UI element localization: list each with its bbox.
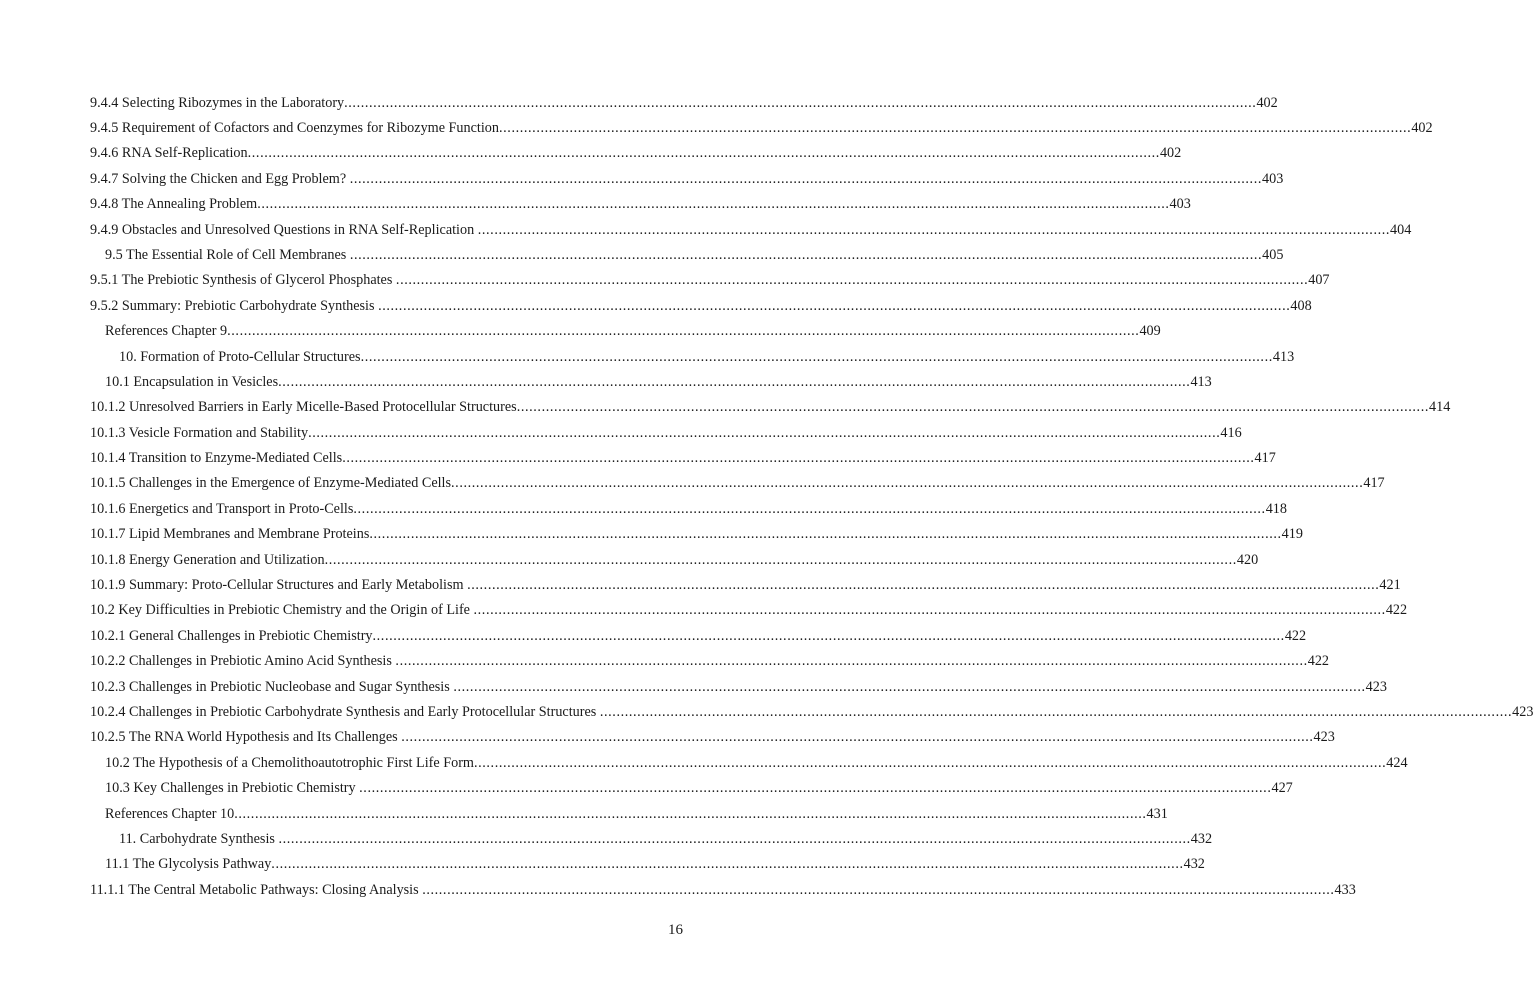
dot-leader: ............................................................................................................................................................................................................................ — [473, 602, 1386, 619]
toc-entry-title: 10.2.1 General Challenges in Prebiotic Chemistry — [90, 627, 373, 644]
dot-leader: ............................................................................................................................................................................................................................ — [422, 881, 1335, 898]
toc-entry-title: References Chapter 9 — [105, 323, 228, 340]
toc-entry[interactable] — [90, 344, 1295, 369]
toc-entry-page: 417 — [1254, 450, 1276, 467]
toc-entry[interactable] — [90, 598, 1408, 623]
dot-leader: ............................................................................................................................................................................................................................ — [308, 424, 1221, 441]
dot-leader: ............................................................................................................................................................................................................................ — [378, 297, 1291, 314]
dot-leader: ............................................................................................................................................................................................................................ — [344, 94, 1257, 111]
dot-leader: ............................................................................................................................................................................................................................ — [477, 221, 1391, 238]
dot-leader: ............................................................................................................................................................................................................................ — [599, 703, 1513, 720]
dot-leader: ............................................................................................................................................................................................................................ — [395, 272, 1309, 289]
toc-entry-page: 432 — [1190, 830, 1213, 847]
toc-entry-page: 423 — [1365, 678, 1387, 695]
toc-entry[interactable] — [90, 420, 1242, 445]
toc-entry[interactable] — [90, 877, 1356, 902]
toc-entry-title: 11. Carbohydrate Synthesis — [119, 830, 279, 847]
dot-leader: ............................................................................................................................................................................................................................ — [499, 119, 1412, 136]
page-number: 16 — [668, 922, 683, 938]
toc-entry-title: 10.1.7 Lipid Membranes and Membrane Proteins — [90, 526, 370, 543]
dot-leader: ............................................................................................................................................................................................................................ — [369, 526, 1282, 543]
toc-entry-title: 10. Formation of Proto-Cellular Structures — [119, 348, 361, 365]
toc-entry-title: 10.1.3 Vesicle Formation and Stability — [90, 424, 309, 441]
toc-entry-title: 10.2.3 Challenges in Prebiotic Nucleobase and Sugar Synthesis — [90, 678, 454, 695]
dot-leader: ............................................................................................................................................................................................................................ — [359, 780, 1272, 797]
toc-entry[interactable] — [90, 90, 1278, 115]
dot-leader: ............................................................................................................................................................................................................................ — [451, 475, 1364, 492]
toc-entry-title: 9.4.5 Requirement of Cofactors and Coenzymes for Ribozyme Function — [90, 119, 499, 136]
toc-entry-page: 405 — [1262, 246, 1284, 263]
toc-entry-title: 10.1.4 Transition to Enzyme-Mediated Cells — [90, 450, 343, 467]
toc-entry-page: 413 — [1190, 373, 1212, 390]
dot-leader: ............................................................................................................................................................................................................................ — [473, 754, 1387, 771]
toc-entry-page: 422 — [1284, 627, 1307, 644]
toc-entry-title: 9.5.2 Summary: Prebiotic Carbohydrate Synthesis — [90, 297, 379, 314]
toc-entry[interactable] — [90, 776, 1293, 801]
dot-leader: ............................................................................................................................................................................................................................ — [324, 551, 1237, 568]
toc-entry-page: 422 — [1307, 653, 1330, 670]
toc-entry-title: 10.1 Encapsulation in Vesicles — [105, 373, 279, 390]
toc-entry[interactable] — [90, 725, 1335, 750]
toc-entry[interactable] — [90, 369, 1212, 394]
toc-entry-title: 11.1.1 The Central Metabolic Pathways: Closing Analysis — [90, 881, 423, 898]
toc-entry-title: 10.1.8 Energy Generation and Utilization — [90, 551, 325, 568]
toc-entry-title: 10.1.2 Unresolved Barriers in Early Micelle-Based Protocellular Structures — [90, 399, 517, 416]
toc-entry-page: 427 — [1271, 780, 1293, 797]
toc-entry[interactable] — [90, 395, 1451, 420]
toc-entry[interactable] — [90, 826, 1213, 851]
toc-entry[interactable] — [90, 115, 1433, 140]
toc-entry[interactable] — [90, 649, 1330, 674]
toc-entry[interactable] — [90, 192, 1191, 217]
toc-entry-page: 402 — [1411, 119, 1433, 136]
dot-leader: ............................................................................................................................................................................................................................ — [234, 805, 1147, 822]
dot-leader: ............................................................................................................................................................................................................................ — [227, 323, 1140, 340]
toc-entry[interactable] — [90, 699, 1533, 724]
dot-leader: ............................................................................................................................................................................................................................ — [395, 653, 1308, 670]
toc-entry[interactable] — [90, 293, 1312, 318]
toc-entry[interactable] — [90, 623, 1307, 648]
toc-entry-title: 10.2 Key Difficulties in Prebiotic Chemistry and the Origin of Life — [90, 602, 474, 619]
dot-leader: ............................................................................................................................................................................................................................ — [372, 627, 1285, 644]
toc-entry[interactable] — [90, 242, 1284, 267]
toc-entry-page: 418 — [1265, 500, 1287, 517]
toc-entry-page: 407 — [1308, 272, 1330, 289]
toc-entry[interactable] — [90, 801, 1168, 826]
dot-leader: ............................................................................................................................................................................................................................ — [453, 678, 1366, 695]
toc-entry-page: 431 — [1146, 805, 1168, 822]
toc-entry-title: References Chapter 10 — [105, 805, 235, 822]
toc-entry-page: 409 — [1139, 323, 1161, 340]
dot-leader: ............................................................................................................................................................................................................................ — [257, 196, 1170, 213]
dot-leader: ............................................................................................................................................................................................................................ — [342, 450, 1255, 467]
toc-entry-title: 10.2.2 Challenges in Prebiotic Amino Acid Synthesis — [90, 653, 396, 670]
toc-entry-title: 9.4.7 Solving the Chicken and Egg Problem? — [90, 170, 350, 187]
toc-entry-page: 403 — [1262, 170, 1284, 187]
toc-entry-title: 11.1 The Glycolysis Pathway — [105, 856, 272, 873]
toc-entry[interactable] — [90, 852, 1205, 877]
toc-entry-page: 404 — [1390, 221, 1412, 238]
toc-entry[interactable] — [90, 319, 1161, 344]
dot-leader: ............................................................................................................................................................................................................................ — [278, 830, 1191, 847]
dot-leader: ............................................................................................................................................................................................................................ — [278, 373, 1191, 390]
toc-entry-title: 9.4.8 The Annealing Problem — [90, 196, 258, 213]
dot-leader: ............................................................................................................................................................................................................................ — [360, 348, 1273, 365]
toc-entry-page: 402 — [1159, 145, 1182, 162]
table-of-contents — [90, 90, 1533, 903]
toc-entry-title: 9.4.6 RNA Self-Replication — [90, 145, 248, 162]
toc-entry-title: 10.1.5 Challenges in the Emergence of Enzyme-Mediated Cells — [90, 475, 452, 492]
toc-entry[interactable] — [90, 445, 1276, 470]
toc-entry[interactable] — [90, 141, 1182, 166]
toc-entry-title: 10.1.9 Summary: Proto-Cellular Structures and Early Metabolism — [90, 577, 468, 594]
toc-entry[interactable] — [90, 547, 1259, 572]
toc-entry-title: 9.5.1 The Prebiotic Synthesis of Glycerol Phosphates — [90, 272, 396, 289]
toc-entry-page: 414 — [1429, 399, 1451, 416]
toc-entry-title: 10.2 The Hypothesis of a Chemolithoautotrophic First Life Form — [105, 754, 474, 771]
toc-entry[interactable] — [90, 268, 1330, 293]
toc-entry-title: 10.1.6 Energetics and Transport in Proto-Cells — [90, 500, 354, 517]
toc-entry-page: 402 — [1256, 94, 1278, 111]
toc-entry-title: 10.2.4 Challenges in Prebiotic Carbohydrate Synthesis and Early Protocellular Structures — [90, 703, 600, 720]
toc-entry-title: 9.4.9 Obstacles and Unresolved Questions in RNA Self-Replication — [90, 221, 478, 238]
toc-entry-page: 423 — [1512, 703, 1533, 720]
dot-leader: ............................................................................................................................................................................................................................ — [271, 856, 1184, 873]
dot-leader: ............................................................................................................................................................................................................................ — [401, 729, 1314, 746]
dot-leader: ............................................................................................................................................................................................................................ — [467, 577, 1380, 594]
toc-entry-title: 9.5 The Essential Role of Cell Membranes — [105, 246, 350, 263]
toc-entry-page: 424 — [1386, 754, 1408, 771]
dot-leader: ............................................................................................................................................................................................................................ — [349, 170, 1262, 187]
toc-entry[interactable] — [90, 674, 1387, 699]
toc-entry[interactable] — [90, 166, 1284, 191]
toc-entry-page: 422 — [1385, 602, 1408, 619]
toc-entry-page: 420 — [1236, 551, 1259, 568]
toc-entry[interactable] — [90, 572, 1401, 597]
toc-entry-page: 419 — [1281, 526, 1303, 543]
toc-entry-title: 9.4.4 Selecting Ribozymes in the Laboratory — [90, 94, 345, 111]
toc-entry-page: 403 — [1169, 196, 1191, 213]
toc-entry-page: 413 — [1272, 348, 1295, 365]
dot-leader: ............................................................................................................................................................................................................................ — [516, 399, 1429, 416]
toc-entry[interactable] — [90, 217, 1412, 242]
toc-entry-page: 432 — [1183, 856, 1205, 873]
toc-entry-page: 423 — [1313, 729, 1335, 746]
toc-entry[interactable] — [90, 750, 1408, 775]
toc-entry-page: 433 — [1334, 881, 1356, 898]
toc-entry-title: 10.2.5 The RNA World Hypothesis and Its Challenges — [90, 729, 402, 746]
dot-leader: ............................................................................................................................................................................................................................ — [247, 145, 1160, 162]
toc-entry-page: 416 — [1220, 424, 1242, 441]
dot-leader: ............................................................................................................................................................................................................................ — [349, 246, 1263, 263]
toc-entry-page: 417 — [1363, 475, 1385, 492]
toc-entry[interactable] — [90, 522, 1303, 547]
toc-entry-page: 421 — [1379, 577, 1401, 594]
dot-leader: ............................................................................................................................................................................................................................ — [353, 500, 1266, 517]
toc-entry-title: 10.3 Key Challenges in Prebiotic Chemistry — [105, 780, 360, 797]
toc-entry[interactable] — [90, 471, 1385, 496]
toc-entry-page: 408 — [1290, 297, 1312, 314]
toc-entry[interactable] — [90, 496, 1287, 521]
